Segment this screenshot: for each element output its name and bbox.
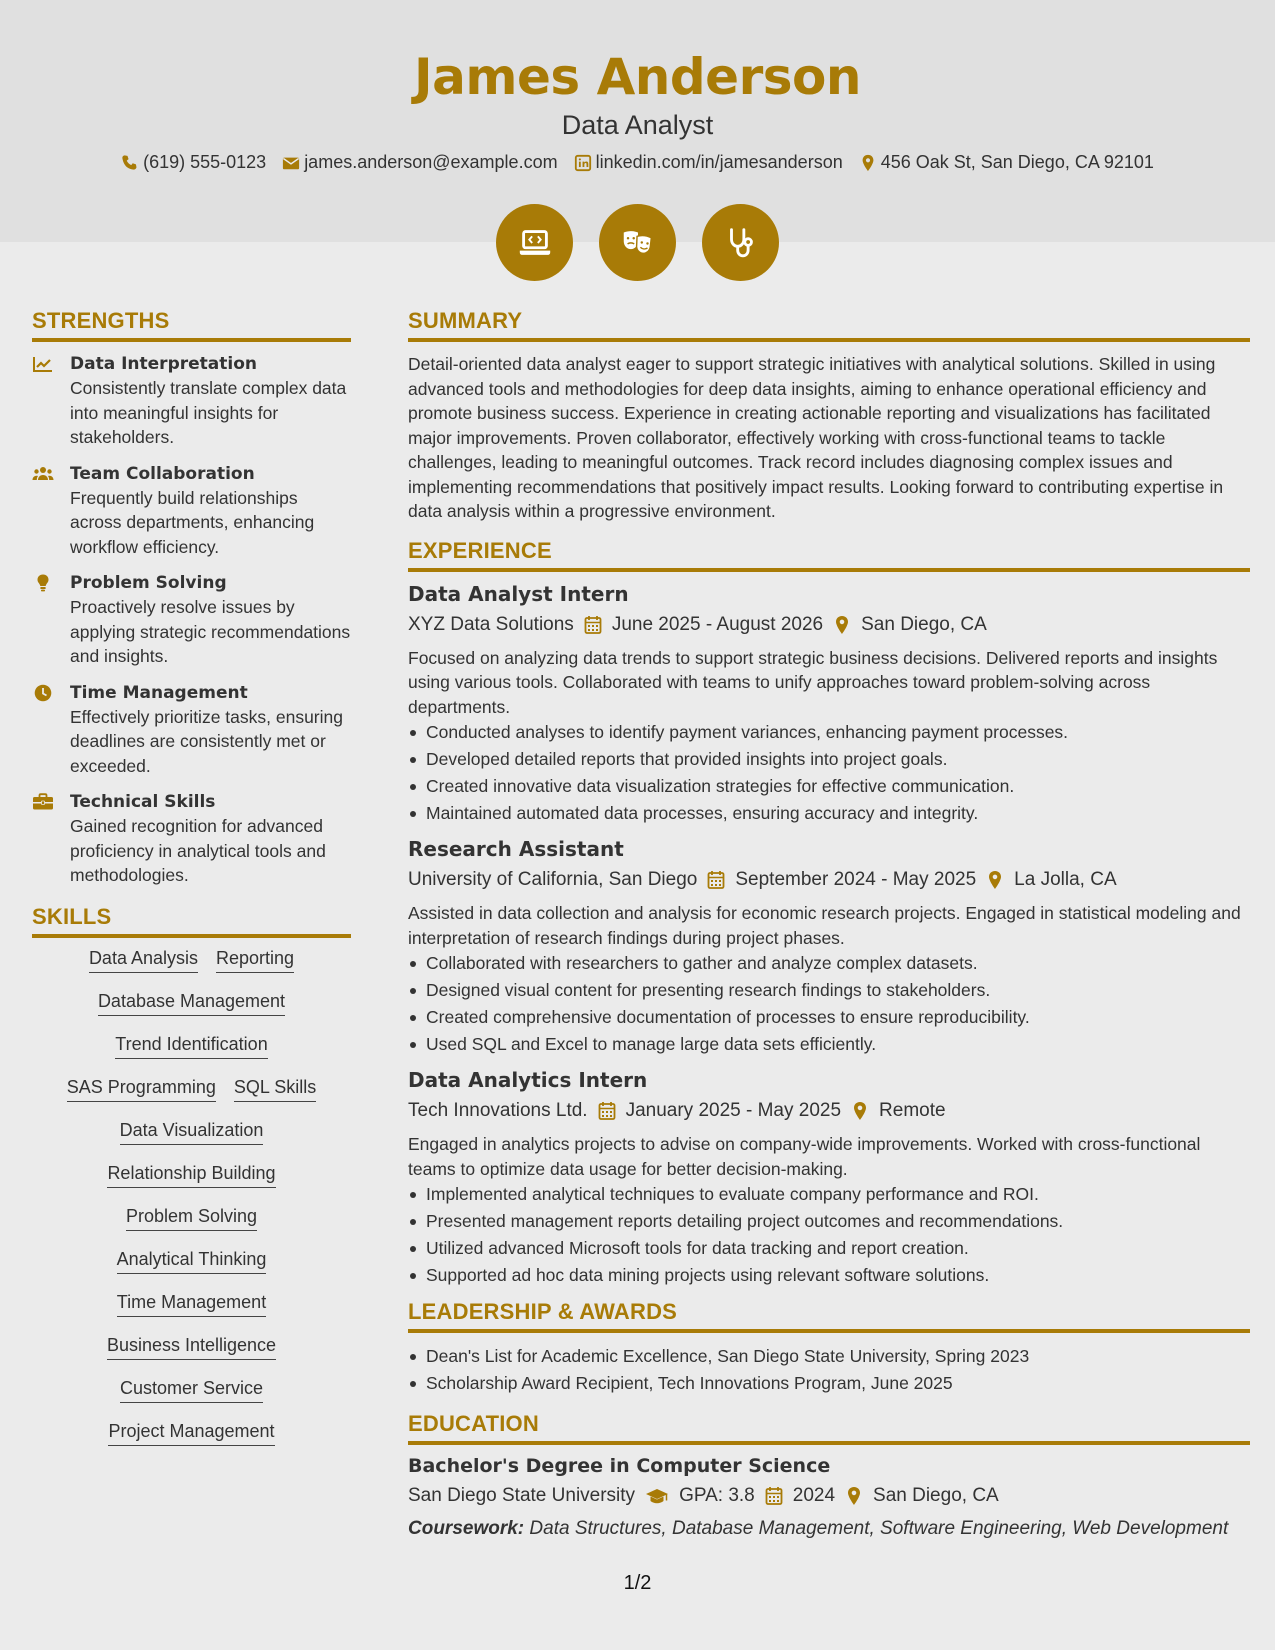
strength-desc: Proactively resolve issues by applying strategic recommendations and insights. <box>70 597 351 666</box>
phone-text: (619) 555-0123 <box>143 152 267 172</box>
job-title: Data Analytics Intern <box>408 1068 648 1092</box>
job-company: XYZ Data Solutions <box>408 613 574 635</box>
job-location: La Jolla, CA <box>1014 869 1117 890</box>
job-dates: September 2024 - May 2025 <box>735 869 977 890</box>
contact-email[interactable] <box>282 152 557 173</box>
strength-desc: Frequently build relationships across departments, enhancing workflow efficiency. <box>70 487 315 557</box>
linkedin-text: linkedin.com/in/jamesanderson <box>595 152 843 172</box>
map-marker-icon <box>851 1101 869 1121</box>
award-item: Scholarship Award Recipient, Tech Innovations Program, June 2025 <box>408 1370 1250 1397</box>
strengths-heading: STRENGTHS <box>32 308 351 342</box>
job-bullet: Presented management reports detailing project outcomes and recommendations. <box>408 1208 1250 1235</box>
job-bullet: Maintained automated data processes, ensuring accuracy and integrity. <box>408 800 1250 827</box>
job-bullets <box>408 719 1250 827</box>
right-column <box>408 308 1250 1541</box>
strength-title: Data Interpretation <box>70 354 257 374</box>
strength-title: Time Management <box>70 682 248 703</box>
calendar-icon <box>584 615 602 635</box>
map-marker-icon <box>986 870 1004 890</box>
award-item: Dean's List for Academic Excellence, San Diego State University, Spring 2023 <box>408 1343 1250 1370</box>
strength-title: Team Collaboration <box>70 463 255 484</box>
skill-tag: SAS Programming <box>67 1077 216 1102</box>
clock-icon <box>32 684 54 702</box>
job-bullet: Developed detailed reports that provided insights into project goals. <box>408 746 1250 773</box>
job-entry <box>408 1068 1250 1289</box>
skill-tag: Relationship Building <box>107 1163 275 1188</box>
job-meta <box>408 614 1250 636</box>
skill-tag: SQL Skills <box>234 1077 316 1102</box>
laptop-code-icon <box>516 224 554 262</box>
contact-linkedin[interactable] <box>574 152 843 173</box>
job-bullets <box>408 1181 1250 1289</box>
strength-item <box>32 352 351 450</box>
map-marker-icon <box>859 154 877 172</box>
skill-tag: Project Management <box>108 1421 274 1446</box>
job-title: Data Analyst Intern <box>408 581 629 606</box>
strength-item <box>32 462 351 560</box>
job-bullet: Supported ad hoc data mining projects using relevant software solutions. <box>408 1262 1250 1289</box>
education-location: San Diego, CA <box>873 1485 999 1506</box>
page-number: 1/2 <box>623 1572 652 1594</box>
phone-icon <box>121 154 139 172</box>
strength-desc: Gained recognition for advanced proficiency in analytical tools and methodologies. <box>70 816 326 885</box>
hobby-icons <box>0 204 1275 281</box>
awards-heading: LEADERSHIP & AWARDS <box>408 1299 1250 1333</box>
skill-tag: Time Management <box>117 1292 266 1317</box>
users-icon <box>32 465 54 483</box>
job-description: Focused on analyzing data trends to support strategic business decisions. Delivered reports and insights using various tools. Collaborated with teams to unify approaches toward problem-solving across departments. <box>408 647 1218 717</box>
envelope-icon <box>282 154 300 172</box>
summary-heading: SUMMARY <box>408 308 1250 342</box>
job-location: Remote <box>879 1100 946 1121</box>
job-location: San Diego, CA <box>861 613 987 635</box>
strengths-list <box>32 352 351 888</box>
job-description: Assisted in data collection and analysis for economic research projects. Engaged in statistical modeling and interpretation of research findings during project phases. <box>408 903 1241 948</box>
strength-title: Problem Solving <box>70 573 227 593</box>
candidate-name: James Anderson <box>414 48 861 106</box>
strength-item <box>32 571 351 669</box>
skill-tag: Reporting <box>216 948 294 973</box>
job-bullet: Collaborated with researchers to gather and analyze complex datasets. <box>408 950 1250 977</box>
linkedin-icon <box>574 154 592 172</box>
education-school: San Diego State University <box>408 1485 636 1506</box>
education-degree: Bachelor's Degree in Computer Science <box>408 1455 831 1477</box>
stethoscope-icon <box>722 224 760 262</box>
education-gpa: GPA: 3.8 <box>679 1485 755 1506</box>
job-bullet: Designed visual content for presenting research findings to stakeholders. <box>408 977 1250 1004</box>
left-column <box>32 308 351 1464</box>
job-bullets <box>408 950 1250 1058</box>
skill-tag: Business Intelligence <box>107 1335 276 1360</box>
skill-tag: Data Visualization <box>120 1120 264 1145</box>
strength-desc: Effectively prioritize tasks, ensuring deadlines are consistently met or exceeded. <box>70 706 343 776</box>
job-meta <box>408 869 1250 891</box>
skill-tag: Database Management <box>98 991 285 1016</box>
education-heading: EDUCATION <box>408 1411 1250 1445</box>
skill-tag: Data Analysis <box>89 948 198 973</box>
job-title: Research Assistant <box>408 837 624 861</box>
job-bullet: Conducted analyses to identify payment variances, enhancing payment processes. <box>408 719 1250 746</box>
strength-item <box>32 681 351 779</box>
strength-desc: Consistently translate complex data into meaningful insights for stakeholders. <box>70 378 347 447</box>
candidate-title: Data Analyst <box>561 110 714 140</box>
skill-tag: Problem Solving <box>126 1206 257 1231</box>
coursework-text: Data Structures, Database Management, Software Engineering, Web Development <box>529 1518 1229 1539</box>
chart-line-icon <box>32 355 54 373</box>
skills-heading: SKILLS <box>32 904 351 938</box>
hobby-theater <box>599 204 676 281</box>
summary-text: Detail-oriented data analyst eager to support strategic initiatives with analytical solutions. Skilled in using advanced tools and methodologies for deep data insights, aiming to enhance operational efficiency and promote business success. Experience in creating actionable reporting and visualizations has facilitated major improvements. Proven collaborator, effectively working with cross-functional teams to tackle challenges, leading to meaningful outcomes. Track record includes diagnosing complex issues and implementing recommendations that positively impact results. Looking forward to contributing expertise in data analysis within a progressive environment. <box>408 354 1224 521</box>
address-text: 456 Oak St, San Diego, CA 92101 <box>880 152 1154 172</box>
calendar-icon <box>598 1101 616 1121</box>
job-entry <box>408 837 1250 1058</box>
job-bullet: Utilized advanced Microsoft tools for data tracking and report creation. <box>408 1235 1250 1262</box>
contact-address <box>859 152 1154 173</box>
email-text: james.anderson@example.com <box>304 152 558 172</box>
map-marker-icon <box>833 615 851 635</box>
hobby-medicine <box>702 204 779 281</box>
lightbulb-icon <box>32 574 54 592</box>
job-meta <box>408 1100 1250 1122</box>
job-company: University of California, San Diego <box>408 869 698 890</box>
graduation-cap-icon <box>645 1486 669 1506</box>
hobby-coding <box>496 204 573 281</box>
skill-tag: Customer Service <box>120 1378 263 1403</box>
job-description: Engaged in analytics projects to advise on company-wide improvements. Worked with cross-functional teams to optimize data usage for better decision-making. <box>408 1134 1201 1179</box>
job-dates: January 2025 - May 2025 <box>625 1100 842 1121</box>
calendar-icon <box>707 870 725 890</box>
job-entry <box>408 582 1250 828</box>
experience-heading: EXPERIENCE <box>408 538 1250 572</box>
education-meta <box>408 1485 1250 1507</box>
contact-phone[interactable] <box>121 152 266 173</box>
contact-bar <box>0 152 1275 173</box>
awards-list <box>408 1343 1250 1397</box>
job-bullet: Created innovative data visualization strategies for effective communication. <box>408 773 1250 800</box>
theater-masks-icon <box>619 224 657 262</box>
skill-tag: Analytical Thinking <box>117 1249 267 1274</box>
toolbox-icon <box>32 793 54 811</box>
job-bullet: Used SQL and Excel to manage large data sets efficiently. <box>408 1031 1250 1058</box>
education-coursework <box>408 1517 1250 1541</box>
strength-item <box>32 790 351 888</box>
job-company: Tech Innovations Ltd. <box>408 1100 588 1121</box>
job-dates: June 2025 - August 2026 <box>611 613 824 635</box>
strength-title: Technical Skills <box>70 792 216 812</box>
job-bullet: Implemented analytical techniques to evaluate company performance and ROI. <box>408 1181 1250 1208</box>
calendar-icon <box>765 1486 783 1506</box>
education-year: 2024 <box>792 1485 836 1506</box>
job-bullet: Created comprehensive documentation of processes to ensure reproducibility. <box>408 1004 1250 1031</box>
skill-tag: Trend Identification <box>115 1034 267 1059</box>
skills-list <box>32 948 351 1464</box>
map-marker-icon <box>845 1486 863 1506</box>
coursework-label: Coursework: <box>408 1518 525 1539</box>
